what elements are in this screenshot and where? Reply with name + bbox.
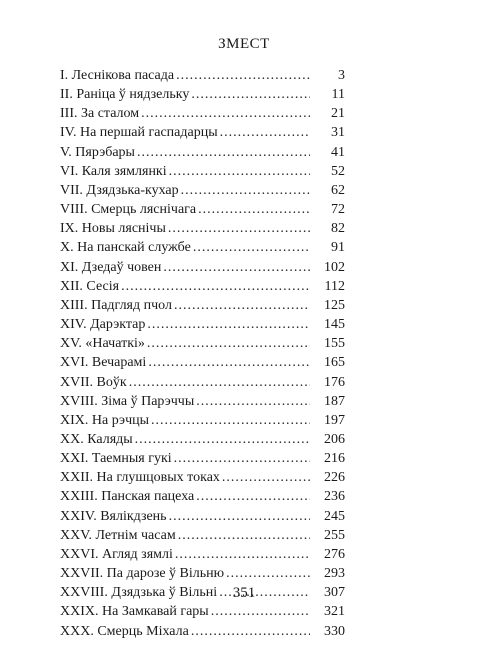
toc-entry-page: 82 bbox=[331, 221, 345, 237]
toc-entry-title: XVII. Воўк bbox=[60, 374, 127, 390]
toc-entry-title: XXVII. Па дарозе ў Вільню bbox=[60, 566, 225, 582]
toc-entry-page: 245 bbox=[324, 508, 345, 524]
toc-entry bbox=[60, 526, 345, 545]
toc-entry-page: 52 bbox=[331, 163, 345, 179]
toc-entry-title: XIX. На рэчцы bbox=[60, 412, 150, 428]
toc-entry-title: IV. На першай гаспадарцы bbox=[60, 125, 218, 141]
toc-entry-page: 236 bbox=[324, 489, 345, 505]
toc-entry-page: 187 bbox=[324, 393, 345, 409]
toc-entry-title: IX. Новы ляснічы bbox=[60, 221, 166, 237]
toc-entry-title: V. Пярэбары bbox=[60, 144, 135, 160]
toc-entry bbox=[60, 545, 345, 564]
dot-leader bbox=[211, 602, 310, 621]
toc-entry-title: ІІІ. За сталом bbox=[60, 106, 140, 122]
dot-leader bbox=[191, 622, 310, 641]
dot-leader bbox=[178, 526, 310, 545]
toc-entry bbox=[60, 449, 345, 468]
dot-leader bbox=[168, 219, 310, 238]
toc-entry bbox=[60, 296, 345, 315]
toc-entry-title: XII. Сесія bbox=[60, 278, 120, 294]
toc-entry-page: 276 bbox=[324, 546, 345, 562]
page-number: 351 bbox=[232, 585, 256, 601]
toc-entry bbox=[60, 353, 345, 372]
toc-entry-title: XVI. Вечарамі bbox=[60, 355, 147, 371]
toc-entry bbox=[60, 181, 345, 200]
toc-entry-page: 226 bbox=[324, 470, 345, 486]
dot-leader bbox=[220, 123, 310, 142]
toc-entry-page: 176 bbox=[324, 374, 345, 390]
dot-leader bbox=[181, 181, 310, 200]
dot-leader bbox=[196, 392, 310, 411]
toc-entry bbox=[60, 162, 345, 181]
toc-entry-title: XX. Каляды bbox=[60, 431, 133, 447]
toc-entry-page: 216 bbox=[324, 451, 345, 467]
dot-leader bbox=[198, 200, 310, 219]
toc-entry-title: І. Леснікова пасада bbox=[60, 68, 175, 83]
toc-entry-title: XXVI. Агляд зямлі bbox=[60, 546, 173, 562]
toc-entry-page: 102 bbox=[324, 259, 345, 275]
dot-leader bbox=[176, 66, 310, 85]
dot-leader bbox=[169, 507, 310, 526]
dot-leader bbox=[147, 315, 310, 334]
toc-entry bbox=[60, 373, 345, 392]
table-of-contents bbox=[60, 66, 345, 641]
toc-entry bbox=[60, 392, 345, 411]
toc-entry bbox=[60, 104, 345, 123]
dot-leader bbox=[147, 334, 310, 353]
toc-entry-page: 112 bbox=[324, 278, 345, 294]
toc-entry-title: VIII. Смерць ляснічага bbox=[60, 202, 197, 218]
toc-entry-title: XXVIII. Дзядзька ў Вільні bbox=[60, 585, 218, 601]
toc-entry-title: VI. Каля зямлянкі bbox=[60, 163, 167, 179]
toc-entry-title: XXI. Таемныя гукі bbox=[60, 451, 172, 467]
toc-entry-page: 31 bbox=[331, 125, 345, 141]
toc-entry-page: 255 bbox=[324, 527, 345, 543]
toc-entry-page: 321 bbox=[324, 604, 345, 620]
toc-entry bbox=[60, 143, 345, 162]
toc-entry bbox=[60, 602, 345, 621]
toc-entry bbox=[60, 564, 345, 583]
toc-entry-page: 62 bbox=[331, 182, 345, 198]
toc-entry-title: XI. Дзедаў човен bbox=[60, 259, 162, 275]
toc-entry-title: XXIII. Панская пацеха bbox=[60, 489, 195, 505]
toc-entry-title: XVIII. Зіма ў Парэччы bbox=[60, 393, 195, 409]
toc-entry bbox=[60, 66, 345, 85]
toc-entry bbox=[60, 411, 345, 430]
toc-entry bbox=[60, 85, 345, 104]
toc-entry-page: 41 bbox=[331, 144, 345, 160]
toc-entry bbox=[60, 315, 345, 334]
toc-entry-page: 91 bbox=[331, 240, 345, 256]
toc-entry-title: XIII. Падгляд пчол bbox=[60, 297, 172, 313]
dot-leader bbox=[193, 238, 310, 257]
dot-leader bbox=[151, 411, 310, 430]
toc-entry-page: 72 bbox=[331, 202, 345, 218]
toc-entry-title: X. На панскай службе bbox=[60, 240, 191, 256]
toc-entry-page: 145 bbox=[324, 317, 345, 333]
toc-entry-title: XXX. Смерць Міхала bbox=[60, 623, 189, 639]
dot-leader bbox=[129, 373, 310, 392]
dot-leader bbox=[174, 296, 310, 315]
toc-entry-page: 330 bbox=[324, 623, 345, 639]
toc-entry-page: 206 bbox=[324, 431, 345, 447]
dot-leader bbox=[141, 104, 310, 123]
dot-leader bbox=[196, 487, 310, 506]
toc-entry-title: VII. Дзядзька-кухар bbox=[60, 182, 179, 198]
toc-entry-title: XIV. Дарэктар bbox=[60, 317, 146, 333]
dot-leader bbox=[135, 430, 310, 449]
toc-entry-page: 3 bbox=[338, 68, 345, 83]
dot-leader bbox=[226, 564, 310, 583]
toc-entry-title: XV. «Начаткі» bbox=[60, 336, 145, 352]
toc-entry-page: 165 bbox=[324, 355, 345, 371]
toc-entry-title: XXII. На глушцовых токах bbox=[60, 470, 220, 486]
toc-entry-page: 11 bbox=[331, 87, 345, 103]
dot-leader bbox=[169, 162, 310, 181]
toc-entry bbox=[60, 123, 345, 142]
toc-entry bbox=[60, 334, 345, 353]
toc-entry bbox=[60, 430, 345, 449]
toc-entry-page: 307 bbox=[324, 585, 345, 601]
dot-leader bbox=[148, 353, 310, 372]
toc-entry bbox=[60, 468, 345, 487]
toc-entry-page: 125 bbox=[324, 297, 345, 313]
toc-entry-title: XXIX. На Замкавай гары bbox=[60, 604, 209, 620]
dot-leader bbox=[174, 449, 310, 468]
dot-leader bbox=[121, 277, 310, 296]
toc-entry-page: 155 bbox=[324, 336, 345, 352]
toc-entry bbox=[60, 219, 345, 238]
toc-entry bbox=[60, 622, 345, 641]
toc-entry bbox=[60, 487, 345, 506]
toc-entry-page: 21 bbox=[331, 106, 345, 122]
toc-entry-page: 197 bbox=[324, 412, 345, 428]
toc-entry bbox=[60, 507, 345, 526]
toc-entry bbox=[60, 238, 345, 257]
dot-leader bbox=[163, 258, 310, 277]
toc-entry-page: 293 bbox=[324, 566, 345, 582]
toc-entry-title: XXIV. Вялікдзень bbox=[60, 508, 167, 524]
toc-entry-title: ІІ. Раніца ў нядзельку bbox=[60, 87, 190, 103]
toc-entry bbox=[60, 200, 345, 219]
toc-entry-title: XXV. Летнім часам bbox=[60, 527, 176, 543]
dot-leader bbox=[222, 468, 310, 487]
dot-leader bbox=[137, 143, 310, 162]
toc-entry bbox=[60, 258, 345, 277]
dot-leader bbox=[191, 85, 310, 104]
dot-leader bbox=[175, 545, 310, 564]
toc-entry bbox=[60, 277, 345, 296]
toc-title: ЗМЕСТ bbox=[218, 36, 270, 52]
